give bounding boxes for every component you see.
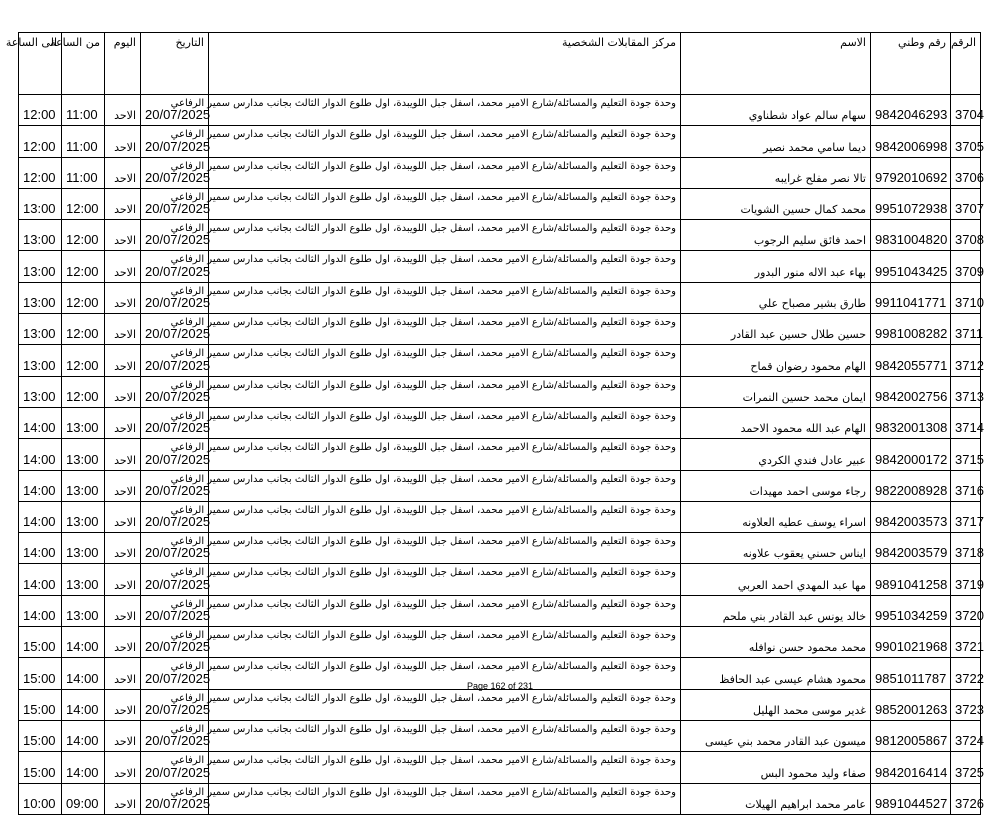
header-date: التاريخ: [141, 33, 209, 95]
cell-name: محمد كمال حسين الشويات: [681, 188, 871, 219]
table-row: [19, 595, 981, 626]
cell-to-time: 15:00: [19, 627, 62, 658]
cell-seq: 3715: [951, 439, 981, 470]
cell-name: تالا نصر مفلح غرايبه: [681, 157, 871, 188]
cell-name: خالد يونس عبد القادر بني ملحم: [681, 595, 871, 626]
table-row: [19, 282, 981, 313]
table-row: [19, 407, 981, 438]
cell-center: وحدة جودة التعليم والمسائلة/شارع الامير محمد، اسفل جبل اللويبدة، اول طلوع الدوار الثالث بجانب مدارس سمير الرفاعي: [209, 689, 681, 720]
cell-center: وحدة جودة التعليم والمسائلة/شارع الامير محمد، اسفل جبل اللويبدة، اول طلوع الدوار الثالث بجانب مدارس سمير الرفاعي: [209, 752, 681, 783]
cell-date: 20/07/2025: [141, 658, 209, 689]
cell-name: عامر محمد ابراهيم الهيلات: [681, 783, 871, 814]
cell-to-time: 12:00: [19, 95, 62, 126]
cell-day: الاحد: [105, 752, 141, 783]
cell-center: وحدة جودة التعليم والمسائلة/شارع الامير محمد، اسفل جبل اللويبدة، اول طلوع الدوار الثالث بجانب مدارس سمير الرفاعي: [209, 251, 681, 282]
cell-date: 20/07/2025: [141, 595, 209, 626]
cell-seq: 3721: [951, 627, 981, 658]
cell-to-time: 14:00: [19, 501, 62, 532]
cell-day: الاحد: [105, 783, 141, 814]
table-row: [19, 220, 981, 251]
table-row: [19, 564, 981, 595]
cell-from-time: 13:00: [62, 470, 105, 501]
cell-to-time: 14:00: [19, 595, 62, 626]
cell-day: الاحد: [105, 345, 141, 376]
interview-schedule-table: [5, 32, 984, 815]
cell-seq: 3720: [951, 595, 981, 626]
cell-name: مها عبد المهدي احمد العربي: [681, 564, 871, 595]
cell-from-time: 12:00: [62, 345, 105, 376]
cell-name: عبير عادل فندي الكردي: [681, 439, 871, 470]
cell-date: 20/07/2025: [141, 533, 209, 564]
table-row: [19, 345, 981, 376]
cell-center: وحدة جودة التعليم والمسائلة/شارع الامير محمد، اسفل جبل اللويبدة، اول طلوع الدوار الثالث بجانب مدارس سمير الرفاعي: [209, 627, 681, 658]
header-name: الاسم: [681, 33, 871, 95]
table-row: [19, 470, 981, 501]
cell-national-id: 9842002756: [871, 376, 951, 407]
cell-to-time: 14:00: [19, 533, 62, 564]
cell-national-id: 9831004820: [871, 220, 951, 251]
cell-day: الاحد: [105, 564, 141, 595]
cell-to-time: 10:00: [19, 783, 62, 814]
cell-from-time: 12:00: [62, 314, 105, 345]
table-row: [19, 752, 981, 783]
cell-center: وحدة جودة التعليم والمسائلة/شارع الامير محمد، اسفل جبل اللويبدة، اول طلوع الدوار الثالث بجانب مدارس سمير الرفاعي: [209, 282, 681, 313]
cell-to-time: 14:00: [19, 470, 62, 501]
cell-day: الاحد: [105, 188, 141, 219]
cell-to-time: 13:00: [19, 282, 62, 313]
cell-center: وحدة جودة التعليم والمسائلة/شارع الامير محمد، اسفل جبل اللويبدة، اول طلوع الدوار الثالث بجانب مدارس سمير الرفاعي: [209, 564, 681, 595]
cell-name: ميسون عبد القادر محمد بني عيسى: [681, 720, 871, 751]
cell-center: وحدة جودة التعليم والمسائلة/شارع الامير محمد، اسفل جبل اللويبدة، اول طلوع الدوار الثالث بجانب مدارس سمير الرفاعي: [209, 314, 681, 345]
cell-national-id: 9951043425: [871, 251, 951, 282]
table-row: [19, 501, 981, 532]
cell-date: 20/07/2025: [141, 251, 209, 282]
cell-date: 20/07/2025: [141, 126, 209, 157]
cell-from-time: 14:00: [62, 627, 105, 658]
cell-date: 20/07/2025: [141, 752, 209, 783]
cell-from-time: 12:00: [62, 282, 105, 313]
cell-national-id: 9851011787: [871, 658, 951, 689]
cell-seq: 3708: [951, 220, 981, 251]
cell-date: 20/07/2025: [141, 314, 209, 345]
table-row: [19, 157, 981, 188]
cell-seq: 3713: [951, 376, 981, 407]
cell-to-time: 15:00: [19, 658, 62, 689]
cell-to-time: 12:00: [19, 157, 62, 188]
table-row: [19, 188, 981, 219]
cell-seq: 3724: [951, 720, 981, 751]
cell-from-time: 09:00: [62, 783, 105, 814]
cell-seq: 3722: [951, 658, 981, 689]
cell-name: محمد محمود حسن نوافله: [681, 627, 871, 658]
page-footer: Page 162 of 231: [466, 681, 534, 691]
cell-date: 20/07/2025: [141, 282, 209, 313]
cell-national-id: 9852001263: [871, 689, 951, 720]
cell-day: الاحد: [105, 314, 141, 345]
cell-seq: 3723: [951, 689, 981, 720]
cell-national-id: 9842003573: [871, 501, 951, 532]
cell-date: 20/07/2025: [141, 407, 209, 438]
cell-national-id: 9832001308: [871, 407, 951, 438]
cell-day: الاحد: [105, 689, 141, 720]
cell-seq: 3716: [951, 470, 981, 501]
cell-day: الاحد: [105, 126, 141, 157]
cell-center: وحدة جودة التعليم والمسائلة/شارع الامير محمد، اسفل جبل اللويبدة، اول طلوع الدوار الثالث بجانب مدارس سمير الرفاعي: [209, 157, 681, 188]
cell-day: الاحد: [105, 627, 141, 658]
cell-date: 20/07/2025: [141, 689, 209, 720]
cell-day: الاحد: [105, 376, 141, 407]
cell-from-time: 12:00: [62, 188, 105, 219]
cell-seq: 3707: [951, 188, 981, 219]
cell-from-time: 14:00: [62, 752, 105, 783]
header-from-time: من الساعة: [62, 33, 105, 95]
cell-seq: 3704: [951, 95, 981, 126]
cell-name: طارق بشير مصباح علي: [681, 282, 871, 313]
cell-center: وحدة جودة التعليم والمسائلة/شارع الامير محمد، اسفل جبل اللويبدة، اول طلوع الدوار الثالث بجانب مدارس سمير الرفاعي: [209, 126, 681, 157]
cell-day: الاحد: [105, 658, 141, 689]
cell-seq: 3718: [951, 533, 981, 564]
cell-to-time: 14:00: [19, 407, 62, 438]
cell-day: الاحد: [105, 439, 141, 470]
cell-date: 20/07/2025: [141, 345, 209, 376]
cell-from-time: 14:00: [62, 658, 105, 689]
cell-center: وحدة جودة التعليم والمسائلة/شارع الامير محمد، اسفل جبل اللويبدة، اول طلوع الدوار الثالث بجانب مدارس سمير الرفاعي: [209, 783, 681, 814]
cell-to-time: 15:00: [19, 720, 62, 751]
cell-center: وحدة جودة التعليم والمسائلة/شارع الامير محمد، اسفل جبل اللويبدة، اول طلوع الدوار الثالث بجانب مدارس سمير الرفاعي: [209, 407, 681, 438]
cell-from-time: 11:00: [62, 95, 105, 126]
cell-day: الاحد: [105, 470, 141, 501]
cell-national-id: 9951072938: [871, 188, 951, 219]
table-row: [19, 533, 981, 564]
cell-day: الاحد: [105, 157, 141, 188]
cell-date: 20/07/2025: [141, 439, 209, 470]
cell-name: اسراء يوسف عطيه العلاونه: [681, 501, 871, 532]
cell-day: الاحد: [105, 407, 141, 438]
table-row: [19, 314, 981, 345]
cell-national-id: 9812005867: [871, 720, 951, 751]
cell-day: الاحد: [105, 533, 141, 564]
cell-name: غدير موسى محمد الهليل: [681, 689, 871, 720]
cell-name: سهام سالم عواد شطناوي: [681, 95, 871, 126]
header-national-id: رقم وطني: [871, 33, 951, 95]
table-row: [19, 439, 981, 470]
cell-from-time: 14:00: [62, 720, 105, 751]
cell-center: وحدة جودة التعليم والمسائلة/شارع الامير محمد، اسفل جبل اللويبدة، اول طلوع الدوار الثالث بجانب مدارس سمير الرفاعي: [209, 658, 681, 689]
cell-day: الاحد: [105, 95, 141, 126]
cell-day: الاحد: [105, 282, 141, 313]
cell-center: وحدة جودة التعليم والمسائلة/شارع الامير محمد، اسفل جبل اللويبدة، اول طلوع الدوار الثالث بجانب مدارس سمير الرفاعي: [209, 376, 681, 407]
cell-date: 20/07/2025: [141, 220, 209, 251]
cell-national-id: 9822008928: [871, 470, 951, 501]
cell-national-id: 9911041771: [871, 282, 951, 313]
cell-national-id: 9981008282: [871, 314, 951, 345]
cell-center: وحدة جودة التعليم والمسائلة/شارع الامير محمد، اسفل جبل اللويبدة، اول طلوع الدوار الثالث بجانب مدارس سمير الرفاعي: [209, 720, 681, 751]
cell-from-time: 13:00: [62, 439, 105, 470]
header-seq: الرقم: [951, 33, 981, 95]
cell-date: 20/07/2025: [141, 376, 209, 407]
cell-date: 20/07/2025: [141, 564, 209, 595]
cell-day: الاحد: [105, 501, 141, 532]
cell-name: بهاء عبد الاله منور البدور: [681, 251, 871, 282]
cell-from-time: 12:00: [62, 220, 105, 251]
cell-seq: 3712: [951, 345, 981, 376]
header-row: [19, 33, 981, 95]
cell-to-time: 12:00: [19, 126, 62, 157]
cell-national-id: 9842016414: [871, 752, 951, 783]
cell-name: محمود هشام عيسى عبد الحافظ: [681, 658, 871, 689]
header-to-time: الى الساعة: [19, 33, 62, 95]
cell-national-id: 9891041258: [871, 564, 951, 595]
cell-name: ايمان محمد حسين النمرات: [681, 376, 871, 407]
header-day: اليوم: [105, 33, 141, 95]
cell-center: وحدة جودة التعليم والمسائلة/شارع الامير محمد، اسفل جبل اللويبدة، اول طلوع الدوار الثالث بجانب مدارس سمير الرفاعي: [209, 595, 681, 626]
cell-national-id: 9842003579: [871, 533, 951, 564]
cell-date: 20/07/2025: [141, 501, 209, 532]
cell-seq: 3714: [951, 407, 981, 438]
cell-center: وحدة جودة التعليم والمسائلة/شارع الامير محمد، اسفل جبل اللويبدة، اول طلوع الدوار الثالث بجانب مدارس سمير الرفاعي: [209, 188, 681, 219]
cell-name: الهام عبد الله محمود الاحمد: [681, 407, 871, 438]
cell-date: 20/07/2025: [141, 95, 209, 126]
cell-from-time: 11:00: [62, 157, 105, 188]
cell-date: 20/07/2025: [141, 720, 209, 751]
cell-to-time: 13:00: [19, 376, 62, 407]
cell-center: وحدة جودة التعليم والمسائلة/شارع الامير محمد، اسفل جبل اللويبدة، اول طلوع الدوار الثالث بجانب مدارس سمير الرفاعي: [209, 95, 681, 126]
cell-national-id: 9901021968: [871, 627, 951, 658]
cell-day: الاحد: [105, 720, 141, 751]
cell-center: وحدة جودة التعليم والمسائلة/شارع الامير محمد، اسفل جبل اللويبدة، اول طلوع الدوار الثالث بجانب مدارس سمير الرفاعي: [209, 345, 681, 376]
cell-day: الاحد: [105, 251, 141, 282]
cell-seq: 3709: [951, 251, 981, 282]
cell-from-time: 13:00: [62, 564, 105, 595]
cell-seq: 3711: [951, 314, 981, 345]
table-row: [19, 95, 981, 126]
cell-from-time: 13:00: [62, 501, 105, 532]
cell-national-id: 9792010692: [871, 157, 951, 188]
cell-date: 20/07/2025: [141, 470, 209, 501]
cell-to-time: 15:00: [19, 752, 62, 783]
table-row: [19, 783, 981, 814]
cell-to-time: 13:00: [19, 314, 62, 345]
cell-seq: 3719: [951, 564, 981, 595]
cell-day: الاحد: [105, 595, 141, 626]
cell-to-time: 13:00: [19, 251, 62, 282]
cell-name: ديما سامي محمد نصير: [681, 126, 871, 157]
cell-name: صفاء وليد محمود البس: [681, 752, 871, 783]
cell-date: 20/07/2025: [141, 157, 209, 188]
cell-to-time: 13:00: [19, 220, 62, 251]
cell-name: احمد فائق سليم الرجوب: [681, 220, 871, 251]
cell-national-id: 9842046293: [871, 95, 951, 126]
cell-from-time: 13:00: [62, 407, 105, 438]
cell-from-time: 12:00: [62, 251, 105, 282]
table-row: [19, 376, 981, 407]
cell-name: الهام محمود رضوان قماح: [681, 345, 871, 376]
cell-from-time: 12:00: [62, 376, 105, 407]
cell-center: وحدة جودة التعليم والمسائلة/شارع الامير محمد، اسفل جبل اللويبدة، اول طلوع الدوار الثالث بجانب مدارس سمير الرفاعي: [209, 220, 681, 251]
cell-seq: 3710: [951, 282, 981, 313]
cell-to-time: 13:00: [19, 345, 62, 376]
cell-seq: 3725: [951, 752, 981, 783]
cell-to-time: 14:00: [19, 439, 62, 470]
cell-seq: 3706: [951, 157, 981, 188]
cell-national-id: 9891044527: [871, 783, 951, 814]
cell-from-time: 11:00: [62, 126, 105, 157]
cell-date: 20/07/2025: [141, 188, 209, 219]
cell-national-id: 9842000172: [871, 439, 951, 470]
cell-seq: 3717: [951, 501, 981, 532]
cell-center: وحدة جودة التعليم والمسائلة/شارع الامير محمد، اسفل جبل اللويبدة، اول طلوع الدوار الثالث بجانب مدارس سمير الرفاعي: [209, 439, 681, 470]
header-center: مركز المقابلات الشخصية: [209, 33, 681, 95]
cell-center: وحدة جودة التعليم والمسائلة/شارع الامير محمد، اسفل جبل اللويبدة، اول طلوع الدوار الثالث بجانب مدارس سمير الرفاعي: [209, 501, 681, 532]
table-row: [19, 720, 981, 751]
cell-day: الاحد: [105, 220, 141, 251]
cell-name: حسين طلال حسين عبد القادر: [681, 314, 871, 345]
table-row: [19, 251, 981, 282]
cell-from-time: 13:00: [62, 533, 105, 564]
table-row: [19, 126, 981, 157]
cell-seq: 3726: [951, 783, 981, 814]
cell-national-id: 9951034259: [871, 595, 951, 626]
table-row: [19, 689, 981, 720]
cell-center: وحدة جودة التعليم والمسائلة/شارع الامير محمد، اسفل جبل اللويبدة، اول طلوع الدوار الثالث بجانب مدارس سمير الرفاعي: [209, 470, 681, 501]
table-row: [19, 627, 981, 658]
cell-name: رجاء موسى احمد مهيدات: [681, 470, 871, 501]
cell-center: وحدة جودة التعليم والمسائلة/شارع الامير محمد، اسفل جبل اللويبدة، اول طلوع الدوار الثالث بجانب مدارس سمير الرفاعي: [209, 533, 681, 564]
cell-to-time: 13:00: [19, 188, 62, 219]
cell-to-time: 14:00: [19, 564, 62, 595]
cell-seq: 3705: [951, 126, 981, 157]
cell-to-time: 15:00: [19, 689, 62, 720]
cell-name: ايناس حسني يعقوب علاونه: [681, 533, 871, 564]
cell-national-id: 9842006998: [871, 126, 951, 157]
cell-from-time: 13:00: [62, 595, 105, 626]
cell-from-time: 14:00: [62, 689, 105, 720]
cell-date: 20/07/2025: [141, 783, 209, 814]
cell-national-id: 9842055771: [871, 345, 951, 376]
cell-date: 20/07/2025: [141, 627, 209, 658]
